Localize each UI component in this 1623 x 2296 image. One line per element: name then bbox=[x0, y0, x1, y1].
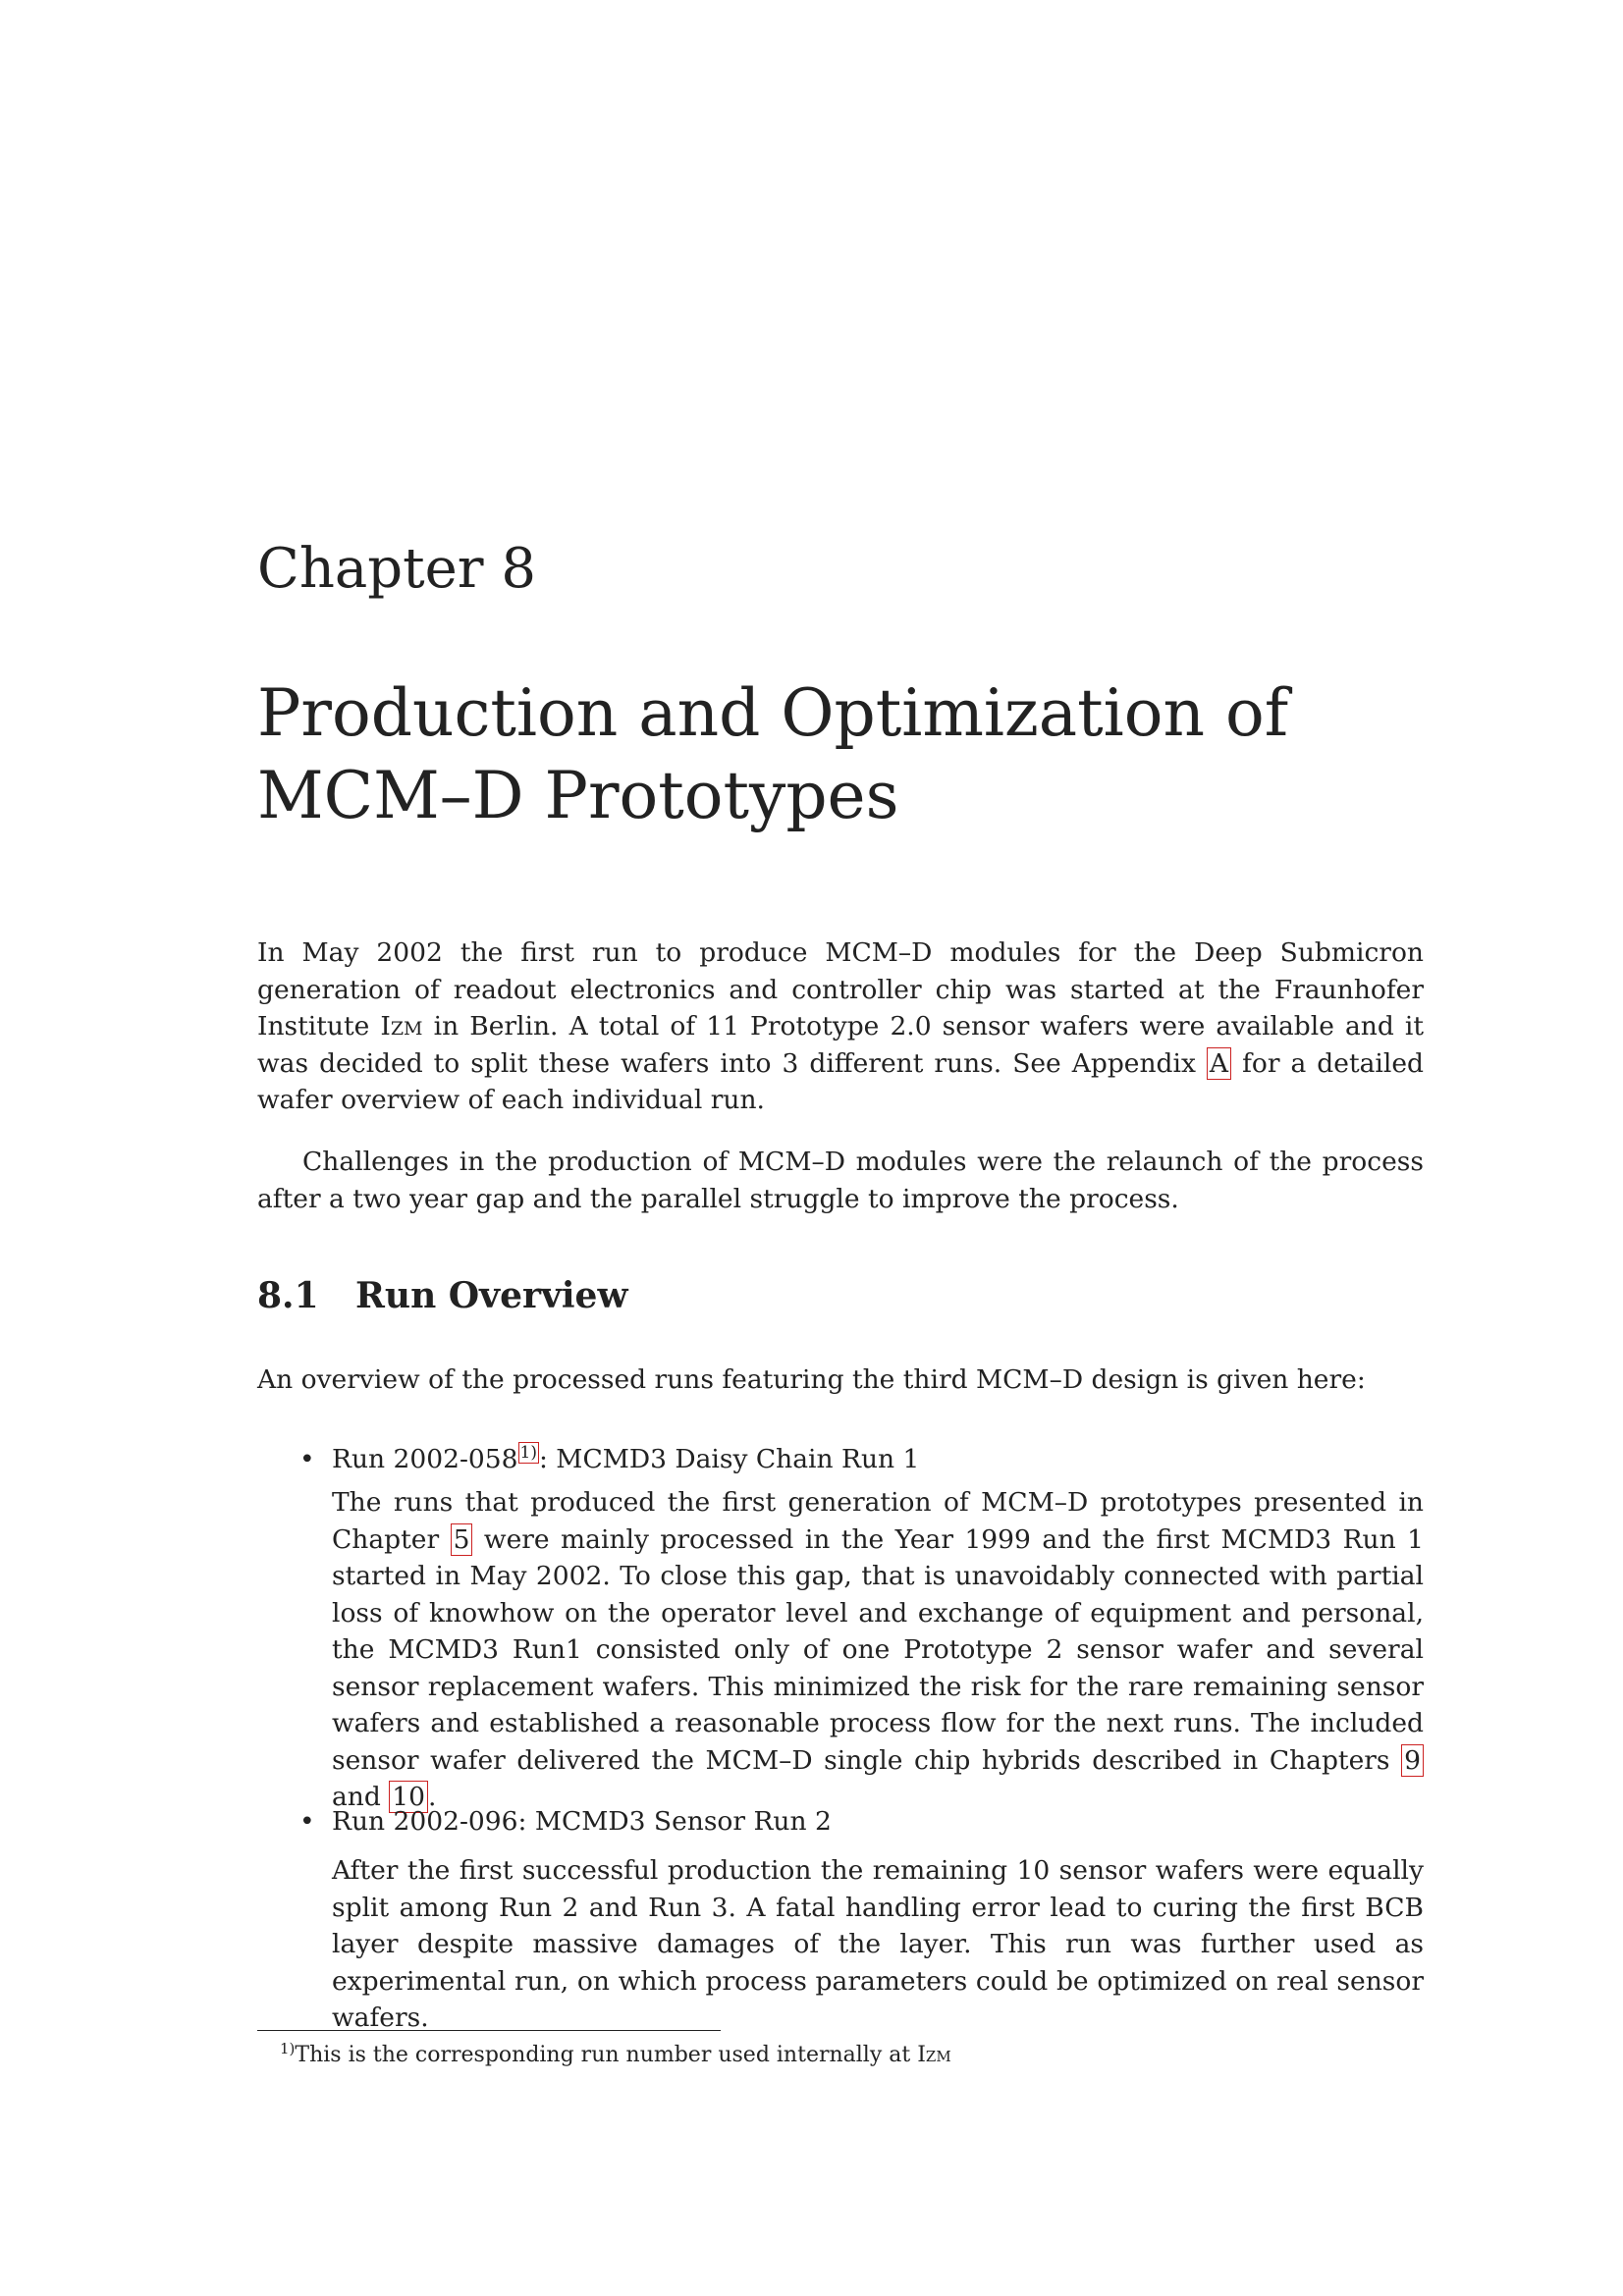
chapter-10-link[interactable]: 10 bbox=[389, 1781, 428, 1813]
run-1-text-a: The runs that produced the first generation of MCM–D prototypes presented in Chapter bbox=[332, 1487, 1424, 1555]
run-1-label-rest: : MCMD3 Daisy Chain Run 1 bbox=[538, 1444, 920, 1474]
chapter-9-link[interactable]: 9 bbox=[1401, 1744, 1424, 1777]
bullet-icon: • bbox=[299, 1806, 315, 1837]
section-title: Run Overview bbox=[355, 1275, 628, 1316]
run-2-description: After the first successful production the remaining 10 sensor wafers were equally split among Run 2 and Run 3. A fatal handling error lead to curing the first BCB layer despite massive damages of the layer. This run was further used as experimental run, on which process parameters could be optimized on real sensor wafers. bbox=[332, 1855, 1424, 2033]
footnote-link[interactable]: 1) bbox=[519, 1443, 537, 1463]
run-2-heading bbox=[299, 1803, 832, 1841]
chapter-title-line-1: Production and Optimization of bbox=[257, 675, 1289, 751]
footnote-mark: 1) bbox=[280, 2040, 296, 2057]
section-intro: An overview of the processed runs featuring the third MCM–D design is given here: bbox=[257, 1364, 1366, 1395]
bullet-icon: • bbox=[299, 1444, 315, 1474]
intro-paragraph-2: Challenges in the production of MCM–D modules were the relaunch of the process after a two year gap and the parallel struggle to improve the process. bbox=[257, 1147, 1424, 1214]
appendix-a-link[interactable]: A bbox=[1207, 1047, 1231, 1080]
run-1-heading bbox=[299, 1435, 919, 1478]
footnote-text: This is the corresponding run number used internally at bbox=[295, 2043, 918, 2067]
izm-name: Izm bbox=[380, 1011, 423, 1041]
footnote-izm: Izm bbox=[917, 2043, 951, 2067]
run-1-description bbox=[332, 1484, 1424, 1816]
footnote-divider bbox=[257, 2030, 721, 2031]
intro-p1-text-b: in Berlin. A total of 11 Prototype 2.0 sensor wafers were available and it was decided to split these wafers into 3 different runs. See Appendix bbox=[257, 1011, 1424, 1079]
run-1-text-b: were mainly processed in the Year 1999 and the first MCMD3 Run 1 started in May 2002. To close this gap, that is unavoidably connected with partial loss of knowhow on the operator level and exchange of equipment and personal, the MCMD3 Run1 consisted only of one Prototype 2 sensor wafer and several sensor replacement wafers. This minimized the risk for the rare remaining sensor wafers and established a reasonable process flow for the next runs. The included sensor wafer delivered the MCM–D single chip hybrids described in Chapters bbox=[332, 1523, 1425, 1776]
chapter-title bbox=[257, 672, 1485, 837]
chapter-title-line-2: MCM–D Prototypes bbox=[257, 758, 899, 833]
intro-p1-text-a: In May 2002 the first run to produce MCM–D modules for the Deep Submicron generation of readout electronics and controller chip was started at the Fraunhofer Institute bbox=[257, 937, 1424, 1041]
chapter-label: Chapter 8 bbox=[257, 537, 536, 601]
intro-p1-text-c: for a detailed wafer overview of each individual run. bbox=[257, 1047, 1424, 1115]
footnote bbox=[280, 2034, 951, 2070]
section-number: 8.1 bbox=[257, 1275, 319, 1316]
section-heading bbox=[257, 1273, 627, 1318]
run-2-label: Run 2002-096: MCMD3 Sensor Run 2 bbox=[332, 1806, 832, 1837]
intro-paragraph-1 bbox=[257, 934, 1424, 1119]
run-1-text-c: and bbox=[332, 1782, 390, 1812]
run-1-text-d: . bbox=[428, 1782, 437, 1812]
run-1-label: Run 2002-058 bbox=[332, 1444, 518, 1474]
chapter-5-link[interactable]: 5 bbox=[451, 1523, 473, 1556]
